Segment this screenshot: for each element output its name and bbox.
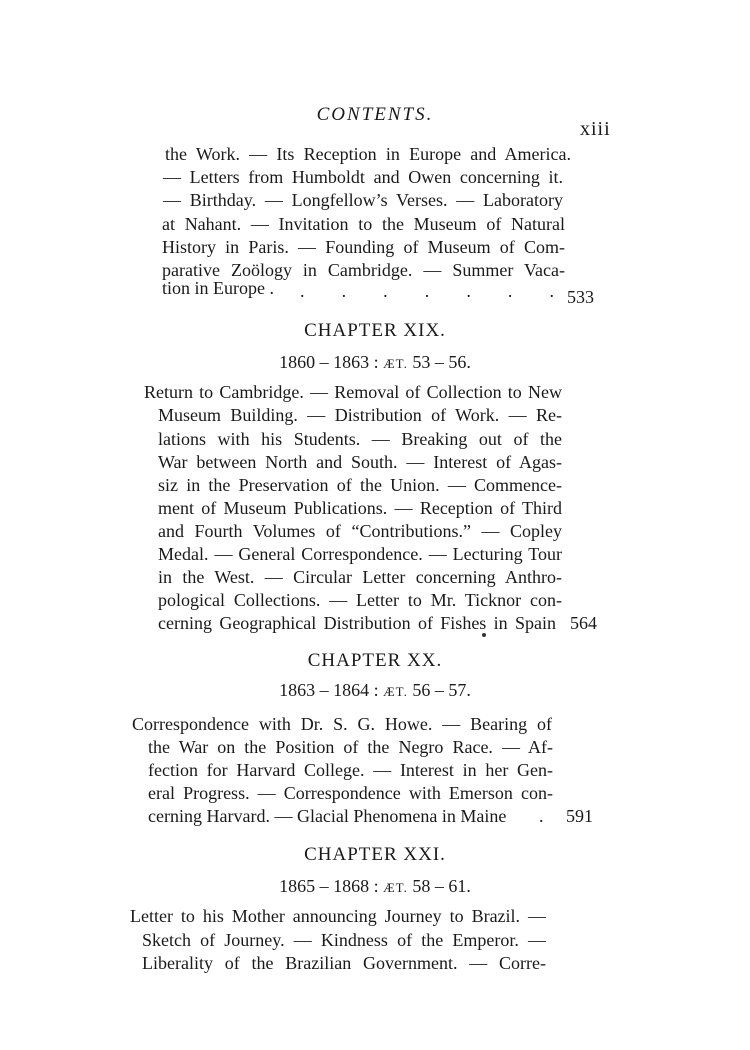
- printers-mark: [482, 633, 486, 637]
- ch21-line: Letter to his Mother announcing Journey to Brazil. —: [130, 906, 546, 926]
- page-number: xiii: [580, 118, 611, 140]
- ch20-line: eral Progress. — Correspondence with Emerson con-: [148, 783, 553, 803]
- aet-abbrev: ÆT.: [383, 880, 408, 895]
- chapter-ages: 56 – 57.: [412, 680, 471, 700]
- ch19-line: Museum Building. — Distribution of Work. — Re-: [158, 405, 562, 425]
- ch19-line: lations with his Students. — Breaking out of the: [158, 429, 562, 449]
- ch20-page: 591: [566, 806, 593, 826]
- ch19-line: Return to Cambridge. — Removal of Collection to New: [144, 382, 562, 402]
- ch19-line: in the West. — Circular Letter concerning Anthro-: [158, 567, 562, 587]
- ch19-line: siz in the Preservation of the Union. — Commence-: [158, 475, 562, 495]
- chapter-dates: [0, 876, 750, 897]
- ch21-line: Sketch of Journey. — Kindness of the Emperor. —: [142, 930, 546, 950]
- ch18-line: — Birthday. — Longfellow’s Verses. — Laboratory: [163, 190, 563, 210]
- ch20-last-line: cerning Harvard. — Glacial Phenomena in Maine: [148, 806, 507, 826]
- ch19-line: War between North and South. — Interest of Agas-: [158, 452, 562, 472]
- chapter-title: CHAPTER XIX.: [304, 320, 446, 341]
- running-title: CONTENTS.: [316, 104, 434, 125]
- ch18-last-line: tion in Europe .: [162, 278, 274, 298]
- ch19-line: ment of Museum Publications. — Reception of Third: [158, 498, 562, 518]
- ch20-line: the War on the Position of the Negro Race. — Af-: [148, 737, 553, 757]
- ch18-line: the Work. — Its Reception in Europe and America.: [165, 144, 571, 164]
- ch19-last-line: cerning Geographical Distribution of Fishes in Spain: [158, 613, 556, 633]
- aet-abbrev: ÆT.: [383, 356, 408, 371]
- ch20-line: fection for Harvard College. — Interest in her Gen-: [148, 760, 553, 780]
- ch18-line: — Letters from Humboldt and Owen concerning it.: [163, 167, 563, 187]
- ch18-line: parative Zoölogy in Cambridge. — Summer Vaca-: [162, 260, 565, 280]
- chapter-years: 1865 – 1868 :: [279, 876, 379, 896]
- ch19-page: 564: [570, 613, 597, 633]
- ch20-leader: .: [539, 806, 544, 826]
- aet-abbrev: ÆT.: [383, 684, 408, 699]
- chapter-title: CHAPTER XX.: [307, 650, 443, 671]
- ch18-line: at Nahant. — Invitation to the Museum of Natural: [162, 214, 565, 234]
- chapter-ages: 58 – 61.: [412, 876, 471, 896]
- ch19-line: pological Collections. — Letter to Mr. Ticknor con-: [158, 590, 562, 610]
- chapter-years: 1860 – 1863 :: [279, 352, 379, 372]
- chapter-dates: [0, 352, 750, 373]
- ch21-line: Liberality of the Brazilian Government. — Corre-: [142, 953, 546, 973]
- ch20-line: Correspondence with Dr. S. G. Howe. — Bearing of: [132, 714, 552, 734]
- ch18-leader: . . . . . . .: [300, 281, 554, 301]
- chapter-ages: 53 – 56.: [412, 352, 471, 372]
- chapter-dates: [0, 680, 750, 701]
- ch19-line: Medal. — General Correspondence. — Lecturing Tour: [158, 544, 562, 564]
- chapter-years: 1863 – 1864 :: [279, 680, 379, 700]
- ch18-line: History in Paris. — Founding of Museum of Com-: [162, 237, 565, 257]
- ch18-page: 533: [567, 287, 594, 307]
- ch19-line: and Fourth Volumes of “Contributions.” — Copley: [158, 521, 562, 541]
- chapter-title: CHAPTER XXI.: [304, 844, 446, 865]
